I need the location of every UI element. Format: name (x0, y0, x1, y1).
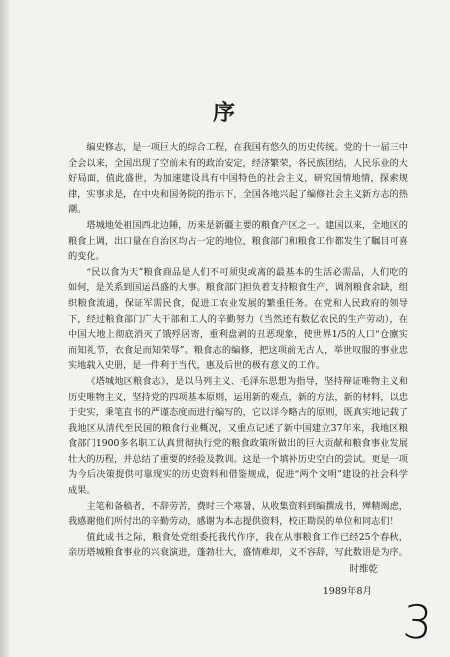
page-title: 序 (212, 100, 237, 126)
paragraph-1: 编史修志，是一项巨大的综合工程，在我国有悠久的历史传统。党的十一届三中全会以来，全国出现了空前未有的政治安定，经济繁荣，各民族团结，人民乐业的大好局面，值此盛世，为加速建设具有中国特色的社会主义，研究国情地情，探索规律，实事求是，在中央和国务院的指示下，全国各地兴起了编修社会主义新方志的热潮。 (68, 142, 408, 216)
date-line: 1989年8月 (322, 586, 372, 597)
paragraph-3: “民以食为天”粮食商品是人们不可须臾或离的最基本的生活必需品，人们吃的如何，是关系到国运昌盛的大事。粮食部门担负着支持粮食生产，调剂粮食余缺，组织粮食流通，保证军需民食，促进工农业发展的繁重任务。在党和人民政府的领导下，经过粮食部门广大干部和工人的辛勤努力（当然还有数亿农民的生产劳动），在中国大地上彻底消灭了饿殍居寄，重利盘剥的丑恶现象，使世界1/5的人口“仓廪实而知礼节，衣食足而知荣辱”。粮食志的编修，把这项前无古人，举世叹服的事业忠实地载入史册，是一件利于当代，惠及后世的极有意义的工作。 (68, 266, 408, 372)
paragraph-5: 主笔和备稿者，不辞劳苦，费时三个寒暑，从收集资料到编撰成书，殚精竭虑，我感谢他们所付出的辛勤劳动，感谢为本志提供资料，校正勘误的单位和同志们！ (68, 500, 408, 528)
author-signature: 时维乾 (349, 564, 378, 575)
paragraph-4: 《塔城地区粮食志》，是以马列主义、毛泽东思想为指导，坚持辩证唯物主义和历史唯物主义，坚持党的四项基本原则，运用新的观点，新的方法，新的材料，以忠于史实，秉笔直书的严谨态度而进行编写的，它以详今略古的原则，既真实地记载了我地区从清代至民国的粮食行业概况，又重点记述了新中国建立37年来，我地区粮食部门1900多名职工认真贯彻执行党的粮食政策所做出的巨大贡献和粮食事业发展壮大的历程，并总结了重要的经验及教训。这是一个填补历史空白的尝试。更是一项为今后决策提供可靠现实的历史资料和借鉴规成，促进“两个文明”建设的社会科学成果。 (68, 375, 408, 497)
page-number: 3 (400, 594, 434, 650)
preface-body (68, 140, 408, 561)
paragraph-2: 塔城地处祖国西北边陲，历来是新疆主要的粮食产区之一。建国以来，全地区的粮食上调，出口量在自治区均占一定的地位，粮食部门和粮食工作都发生了瞩目可喜的变化。 (68, 219, 408, 263)
paragraph-6: 值此成书之际，粮食处党组委托我代作序，我在从事粮食工作已经25个春秋，亲历塔城粮食事业的兴衰演进，蓬勃壮大，盛情难却，义不容辞，写此数语是为序。 (68, 531, 408, 559)
